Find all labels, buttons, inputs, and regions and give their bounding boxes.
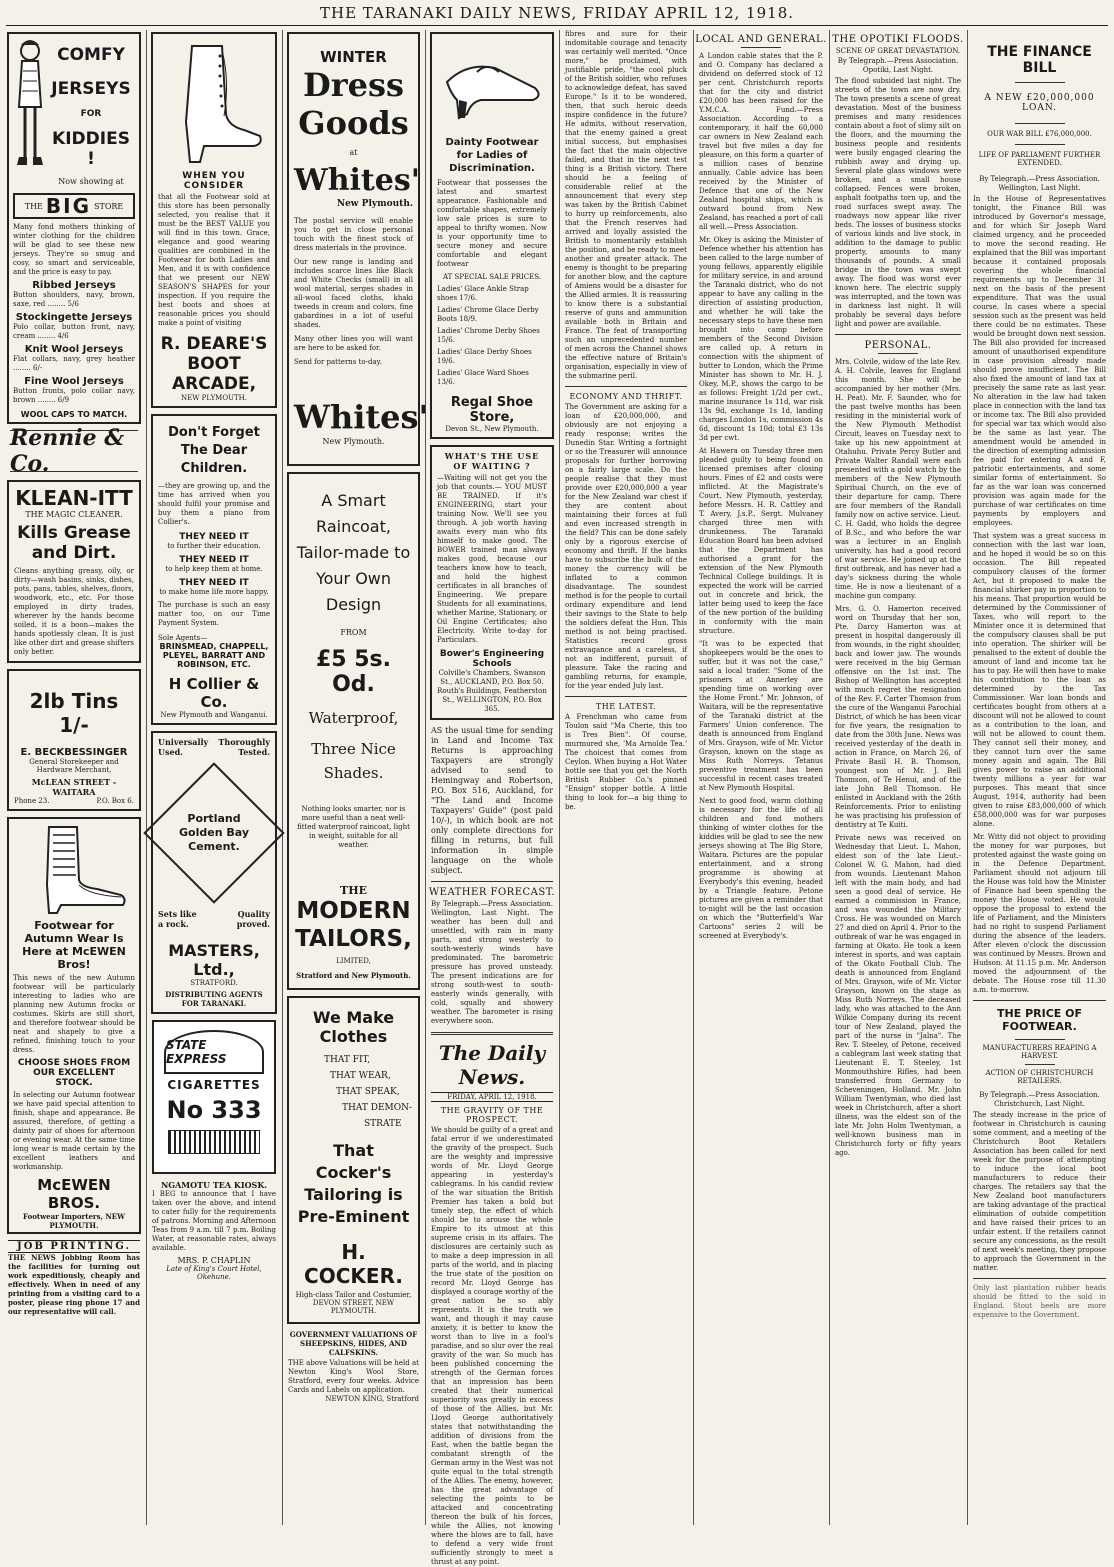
deare-ad	[151, 32, 277, 408]
rennie-logo: Rennie & Co.	[10, 425, 125, 477]
state-express-brand: STATE EXPRESS	[166, 1038, 227, 1066]
goods-heading: Goods	[298, 104, 409, 142]
footwear-sub-2: ACTION OF CHRISTCHURCH RETAILERS.	[985, 1069, 1094, 1085]
personal-body-1: Mrs. Colvile, widow of the late Rev. A. H. Colvile, leaves for England this month. She will be accompanied by her mother (Mrs. H. Peat). Mr. F. Saunder, who for the past twelve months has been residing in the ministerial work of the New Plymouth Methodist Circuit, leaves on Tuesday next to take up his new appointment at Otahuhu. Private Percy Butler and Private Walter Randall were each presented with a gold watch by the members of the New Plymouth Spiritual Church, on the eve of their departure for camp. There are four members of the Randall family now on active service. Lieut. C. H. Gadd, who holds the degree of B.Sc., and who before the war was a lecturer in an English university, has had a good record of war service. He joined up at the first outbreak, and has never had a day's sickness during the whole time. He is now a lieutenant of a machine gun company.	[835, 358, 961, 600]
local-body-4: "It was to be expected that shopkeepers would be the ones to suffer, but it was not the case," said a local trader. "Some of the prisoners at Annerley are spending time on working over the Home Front." Mr. Johnson, of Waitara, will be the representative of the Taranaki district at the Farmers' Union conference. The death is announced from England of Mrs. Grayson, wife of Mr. Victor Grayson, known on the stage as Miss Ruth Norreys. Tetanus preventive treatment has been successful in recent cases treated at New Plymouth Hospital.	[699, 640, 823, 792]
limited-text: LIMITED,	[336, 957, 371, 965]
column-rule	[146, 30, 147, 1525]
wyw-body: that all the Footwear sold at this store has been personally selected, you realise that it must be the BEST VALUE you will find in this town. Grace, elegance and good wearing qualities are combined in the Footwear for both Ladies and Men, and it is with confidence that we present our NEW SEASON'S SHAPES for your inspection. If you require the best boots and shoes at reasonable prices you should make a point of visiting	[158, 193, 270, 327]
column-8	[969, 30, 1110, 1525]
opotiki-dateline: By Telegraph.—Press Association. Opotiki, Last Night.	[837, 57, 959, 74]
wyw-title: WHEN YOU CONSIDER	[182, 171, 246, 191]
local-general-title: LOCAL AND GENERAL.	[695, 34, 827, 45]
sale-item: Ladies' Chrome Glace Derby Boots 18/9.	[437, 306, 539, 323]
kiosk-sub: Late of King's Court Hotel, Okehune.	[166, 1265, 262, 1281]
need-line: to help keep them at home.	[165, 565, 263, 573]
bower-ad	[430, 445, 554, 720]
mcewen-sub: Footwear Importers, NEW PLYMOUTH.	[22, 1212, 126, 1230]
column-rule	[967, 30, 968, 1525]
state-express-number: No 333	[166, 1096, 262, 1124]
war-bill: OUR WAR BILL £76,000,000.	[987, 130, 1092, 138]
kiosk-body: I BEG to announce that I have taken over the above, and intend to cater fully for the requirements of patrons. Morning and Afternoon Teas from 9 a.m. till 7 p.m. Boiling Water, at reasonable rates, always available.	[152, 1190, 276, 1252]
kiddies-heading: KIDDIES !	[52, 129, 130, 169]
ladies-boot-illustration	[164, 42, 264, 167]
kiosk-name: MRS. P. CHAPLIN	[177, 1256, 251, 1265]
gravity-body: We should be guilty of a great and fatal error if we underestimated the gravity of the prospect. Such are the weighty and impressive words of Mr. Lloyd George appearing in yesterday's cablegrams. In his candid review of the war situation the British Premier has taken a bold but timely step, the effect of which should be to arouse the whole Empire to its utmost at this supreme crisis in its affairs. The disclosures are certainly such as to make a deep impression in all parts of the world, and in placing the true state of the position on record Mr. Lloyd George has displayed a courage worthy of the great nation he so ably represents. It is the truth we want, and though it may cause anxiety, it is better to know the worst than to live in a fool's paradise, and so slur over the real gravity of the war. So much has been published concerning the strength of the German forces that an impression has been created that their numerical superiority was greatly in excess of those of the Allies, but Mr. Lloyd George authoritatively states that notwithstanding the addition of divisions from the East, when the battle began the combatant strength of the German army in the West was not quite equal to the total strength of the Allies. The enemy, however, has the great advantage of selecting the points to be attacked and concentrating thereon the bulk of his forces, while the Allies, not knowing where the blows are to fall, have to defend a very wide front sufficiently strongly to meet a thrust at any point.	[431, 1126, 553, 1566]
ladies-shoe-illustration	[437, 42, 547, 132]
kiosk-title: NGAMOTU TEA KIOSK.	[160, 1180, 268, 1190]
opotiki-sub: SCENE OF GREAT DEVASTATION.	[835, 47, 961, 55]
kiosk-ad	[152, 1180, 276, 1281]
tax-notice: AS the usual time for sending in Land and Income Tax Returns is approaching Taxpayers are strongly advised to send to Hemingway and Robertson, P.O. Box 516, Auckland, for "The Land and Income Taxpayers' Guide" (post paid 10/-), in which book are not only complete directions for filling in returns, but full information in simple language on the whole subject.	[431, 726, 553, 875]
need-heading: THEY NEED IT	[179, 555, 249, 565]
govt-title: GOVERNMENT VALUATIONS OF SHEEPSKINS, HIDES, AND CALFSKINS.	[289, 1330, 418, 1357]
jersey-item	[13, 280, 135, 309]
dainty-body: Footwear that possesses the latest and smartest appearance. Fashionable and comfortable shapes, extremely low sale prices is sure to appeal to thrifty women. Now is your opportunity time to secure money and secure comfortable and elegant footwear	[437, 179, 547, 268]
column-rule	[425, 30, 426, 1525]
big-store-ad	[7, 32, 141, 424]
column-rule	[829, 30, 830, 1525]
beck-box: P.O. Box 6.	[96, 797, 134, 805]
np-text-2: New Plymouth.	[322, 437, 385, 446]
state-express-ad	[152, 1020, 276, 1174]
footwear-title: THE PRICE OF FOOTWEAR.	[997, 1007, 1082, 1033]
tailors-text: TAILORS,	[295, 926, 412, 952]
govt-valuations	[288, 1330, 419, 1403]
sale-item: Ladies' Chrome Derby Shoes 15/6.	[437, 327, 540, 344]
wool-caps: WOOL CAPS TO MATCH.	[20, 410, 128, 419]
agents: BRINSMEAD, CHAPPELL, PLEYEL, BARRATT AND ROBINSON, ETC.	[159, 642, 269, 669]
jersey-item-desc: Button fronts, polo collar navy, brown ........ 6/9	[13, 387, 135, 404]
column-2	[148, 30, 280, 1525]
column-6	[695, 30, 827, 1525]
mcewen-ad	[7, 817, 141, 1234]
mcewen-title: Footwear for Autumn Wear Is Here at McEWEN Bros!	[22, 919, 126, 971]
column-1	[4, 30, 144, 1525]
big-store-logo	[13, 193, 135, 219]
children-body2: The purchase is such an easy matter too, on our Time Payment System.	[158, 601, 270, 627]
sale-item: Ladies' Glace Derby Shoes 19/6.	[437, 348, 532, 365]
sale-item: Ladies' Glace Ward Shoes 13/6.	[437, 369, 529, 386]
cocker-name: H. COCKER.	[304, 1240, 403, 1288]
finance-dateline: By Telegraph.—Press Association. Wellington, Last Night.	[979, 175, 1100, 192]
parliament-life: LIFE OF PARLIAMENT FURTHER EXTENDED.	[978, 151, 1101, 167]
wait-body: —Waiting will not get you the job that counts.— YOU MUST BE TRAINED. If it's ENGINEERING, start your training Now. We'll see you through. A job worth having awaits every man who fits himself to make good. The BOWER trained man always makes good, because our teachers know how to teach, and hold the highest certificates in all branches of Engineering. We prepare Students for all examinations, whether Marine, Stationary, or Oil Engine Certificates; also Electricity. Write to-day for Particulars.	[437, 474, 547, 644]
local-body-2: Mr. Okey is asking the Minister of Defence whether his attention has been called to the large number of young fellows, apparently eligible for military service, in and around the Taranaki district, who do not appear to have any calling in the direction of assisting production, and whether he will take the necessary steps to have these men brought into camp before members of the Second Division are called up. A return in connection with the shipment of butter to London, which the Prime Minister has shown to Mr. H. J. Okey, M.P., shows the cargo to be as follows: Freight 1/2d per cwt., marine insurance 1s 11d, war risk 13s 9d, exchange 1s 1d, landing charges London 1s, commission 4s 6d, discount 1s 10d; total £3 13s 3d per cwt.	[699, 236, 823, 442]
regal-shoe-ad	[430, 32, 554, 439]
collier-ad	[151, 414, 277, 725]
latest-title: THE LATEST.	[595, 702, 657, 711]
personal-body-2: Mrs. G. O. Hamerton received word on Thursday that her son, Pte. Darcy Hamerton was at present in hospital dangerously ill from wounds, in the right shoulder, back and lower jaw. The wounds were received in the big German offensive on the 1st inst. The Bishop of Wellington has accepted with much regret the resignation of the Rev. F. Carter Thomson from the cure of the Wanganui Parochial District, of which he has been vicar for five years, the resignation to date from the 30th June. News was received yesterday of the death in action in France, on March 26, of Private Basil H. B. Thomson, youngest son of Mr. J. Bell Thomson, of Te Henui, and of the late John Bell Thomson. He enlisted in Auckland with the 26th Reinforcements. Prior to enlisting he was practising his profession of dentistry at Te Kuiti.	[835, 605, 961, 829]
job-title: JOB PRINTING.	[8, 1240, 140, 1253]
jersey-item-name: Fine Wool Jerseys	[24, 376, 124, 387]
cocker-ad	[287, 996, 420, 1324]
winter-heading: WINTER	[320, 48, 387, 66]
bower-name: Bower's Engineering Schools	[439, 649, 545, 669]
mcewen-body2: In selecting our Autumn footwear we have paid special attention to finish, shape and appearance. Be assured, therefore, of getting a dainty pair of shoes for afternoon or evening wear. At the same time long wear is made certain by the excellent leathers and workmanship.	[13, 1091, 135, 1171]
cement-ad	[151, 731, 277, 1014]
column-5	[561, 30, 691, 1525]
whites-body3: Many other lines you will want are here to be asked for.	[294, 335, 413, 352]
bower-addr: Colville's Chambers, Swanson St., AUCKLAND, P.O. Box 50. Routh's Buildings, Featherston St., WELLINGTON, P.O. Box 365.	[437, 669, 547, 713]
children-title: Don't Forget The Dear Children.	[168, 425, 260, 476]
rennie-ad	[10, 425, 138, 477]
comfy-heading: COMFY	[57, 45, 125, 65]
collier-name: H Collier & Co.	[168, 675, 260, 711]
raincoat-body: Nothing looks smarter, nor is more useful than a neat well-fitted waterproof raincoat, light in weight, suitable for all weather.	[297, 805, 410, 849]
cement-left: a rock.	[158, 919, 189, 929]
finance-body-1: In the House of Representatives tonight, the Finance Bill was introduced by Governor's message, and for which Sir Joseph Ward claimed urgency, and he proceeded to move the second reading. He explained that the Bill was important because it contained proposals covering the whole financial requirements up to December 31 next on the basis of the present expenditure. That was the usual course. In cases where a special session such as the present was held there could be no estimates. These would be brought down next session. The Bill also provided for increased amount of unauthorised expenditure in case provision already made should prove insufficient. The Bill also fixed the amount of land tax at precisely the same rate as last year. No alteration in the law had taken place in connection with the land tax or income tax. The Bill also provided for special war tax which would also be the same as last year. The amendment would be amended in the direction of exempting admission fee paid for entering A and F, patriotic entertainments, and some similar forms of entertainment. So far as the war loan was concerned provision was again made for the purchase of war certificates on time payments by employers and employees.	[973, 195, 1106, 527]
store-the: THE	[24, 201, 43, 211]
opotiki-title: THE OPOTIKI FLOODS.	[832, 34, 964, 45]
clothes-line: THAT SPEAK,	[336, 1087, 400, 1097]
footwear-sub-1: MANUFACTURERS REAPING A HARVEST.	[982, 1044, 1097, 1060]
column-rule	[559, 30, 560, 1525]
daily-news-nameplate: The Daily News.	[438, 1041, 546, 1089]
np-text: New Plymouth.	[336, 199, 413, 209]
cement-left: Universally	[158, 737, 209, 747]
dainty-title: Dainty Footwear for Ladies of Discrimination.	[445, 137, 539, 174]
store-word: STORE	[94, 201, 124, 211]
personal-title: PERSONAL.	[864, 340, 932, 351]
beck-phone: Phone 23.	[14, 797, 50, 805]
need-heading: THEY NEED IT	[179, 578, 249, 588]
raincoat-line: Your Own Design	[315, 569, 392, 614]
kleanitt-sub: THE MAGIC CLEANER.	[25, 510, 123, 519]
tailors-towns: Stratford and New Plymouth.	[296, 971, 411, 980]
deare-town: NEW PLYMOUTH.	[181, 394, 247, 402]
govt-name: NEWTON KING, Stratford	[325, 1395, 419, 1403]
clothes-line: THAT DEMON-	[342, 1103, 413, 1113]
now-showing: Now showing at	[58, 177, 124, 186]
from-text: FROM	[340, 628, 367, 637]
whites-heading: Whites'	[294, 163, 420, 198]
store-big: BIG	[45, 194, 91, 218]
need-heading: THEY NEED IT	[179, 532, 249, 542]
wait-title: WHAT'S THE USE OF WAITING ?	[444, 451, 540, 471]
the-text: THE	[340, 884, 367, 897]
column-7	[831, 30, 965, 1525]
tins-price: 2lb Tins 1/-	[29, 689, 119, 737]
deare-arcade: ARCADE,	[171, 374, 257, 394]
for-heading: FOR	[80, 109, 102, 119]
cement-diamond	[143, 762, 284, 903]
raincoat-line: A Smart Raincoat,	[316, 491, 391, 536]
regal-addr: Devon St., New Plymouth.	[445, 425, 539, 433]
masters-sub: DISTRIBUTING AGENTS FOR TARANAKI.	[165, 990, 263, 1008]
whites-heading-2: Whites'	[294, 398, 429, 436]
weather-body: By Telegraph.—Press Association. Wellington, Last Night. The weather has been dull and unsettled, with rain in many parts, and strong westerly to south-westerly winds have predominated. The barometric pressure has proved unsteady. The present indications are for strong south-west to south-easterly winds generally, with cold, squally and showery weather. The barometer is rising everywhere soon.	[431, 900, 553, 1025]
job-printing-ad	[8, 1240, 140, 1316]
deare-boot: BOOT	[187, 354, 241, 374]
kleanitt-body: Cleans anything greasy, oily, or dirty—wash basins, sinks, dishes, pots, pans, tables, shelves, floors, woodwork, etc., etc. For those employed in dirty trades, wherever by the hands become soiled, it is a boon—makes the hands spotlessly clean. It is just like other dirt and grease shifters only better.	[14, 567, 134, 656]
jersey-item-name: Ribbed Jerseys	[32, 280, 116, 291]
gravity-title: THE GRAVITY OF THE PROSPECT.	[440, 1106, 544, 1124]
masthead: THE TARANAKI DAILY NEWS, FRIDAY APRIL 12, 1918.	[319, 4, 795, 22]
cocker-line: That Cocker's Tailoring is Pre-Eminent	[297, 1141, 410, 1226]
jersey-item-desc: Flat collars, navy, grey heather ........ 6/-	[13, 355, 135, 372]
local-body-5: Next to good food, warm clothing is necessary for the life of all children and fond mothers thinking of winter clothes for the kiddies will be glad to see the new jerseys showing at The Big Store, Waitara. Pictures are the popular entertainment, and a strong programme is showing at Everybody's this evening, headed by a Triangle feature. Petone pictures are given a reminder that to-night will be the last occasion on which the "Butterfield's War Cartoons" series 2 will be screened at Everybody's.	[699, 797, 823, 940]
cement-right: Tested.	[238, 747, 270, 757]
jersey-item	[13, 312, 135, 341]
jersey-item-desc: Polo collar, button front, navy, cream ........ 4/6	[13, 323, 135, 340]
beck-sub: General Storekeeper and Hardware Merchant,	[29, 758, 119, 774]
cement-right: proved.	[236, 919, 270, 929]
jersey-item-name: Stockingette Jerseys	[15, 312, 133, 323]
job-body: THE NEWS Jobbing Room has the facilities for turning out work expeditiously, cheaply and effectively. When in need of any printing from a visiting card to a poster, please ring phone 17 and our representative will call.	[8, 1253, 140, 1316]
kleanitt-title: KLEAN-ITT	[15, 486, 133, 510]
waterproof-text: Waterproof,	[308, 709, 399, 727]
cement-name: Portland Golden Bay Cement.	[179, 812, 249, 853]
cigarette-pack-icon	[168, 1130, 260, 1154]
kleanitt-kills: Kills Grease and Dirt.	[17, 523, 131, 563]
masters-name: MASTERS, Ltd.,	[168, 941, 260, 979]
cocker-sub: High-class Tailor and Costumier, DEVON STREET, NEW PLYMOUTH.	[295, 1291, 412, 1315]
gravity-continued: fibres and sure for their indomitable courage and tenacity was certainly well merited. "Once more," he proclaimed, with justifiable pride, "the cool pluck of the British soldier, who refuses to acknowledge defeat, has saved Europe." Is it to be wondered, then, that such heroic deeds inspire confidence in the future? He admits, without reservation, that the enemy gained a great initial success, but emphasises the fact that the main objective failed, and that in the next test thing is a British victory. There should be a feeling of considerable relief at the announcement that every step was taken by the British Cabinet to hurry up reinforcements, also that the French reserves had arrived and loyally assisted the British to momentarily establish the position, and be ready to meet another and greater attack. The enemy is thought to be preparing for another blow, and the capture of Amiens would be a disaster for the Allied armies. It is reassuring to know there is a substantial reserve of guns and ammunition available both in Britain and France. The feat of transporting such an unprecedented number of men across the Channel shows the effective nature of Britain's organisation, especially in view of the submarine peril.	[565, 30, 687, 380]
agents-title: Sole Agents—	[158, 634, 208, 642]
cement-left: Used.	[158, 747, 183, 757]
clothes-line: THAT FIT,	[324, 1055, 371, 1065]
whites-dress-goods-ad	[287, 32, 429, 466]
beck-addr: McLEAN STREET - WAITARA	[31, 777, 117, 797]
state-express-cigarettes: CIGARETTES	[167, 1078, 261, 1092]
jersey-item-name: Knit Wool Jerseys	[24, 344, 124, 355]
beckbessinger-ad	[7, 669, 141, 811]
jersey-item-desc: Button shoulders, navy, brown, saxe, red ........ 5/6	[13, 291, 135, 308]
finance-bill-title: THE FINANCE BILL	[987, 44, 1092, 76]
sale-item: Ladies' Glace Ankle Strap shoes 17/6.	[437, 285, 529, 302]
modern-text: MODERN	[296, 898, 411, 924]
weather-title: WEATHER FORECAST.	[428, 887, 556, 898]
finance-body-3: Mr. Witty did not object to providing the money for war purposes, but protested against the waste going on in the Defence Department. Parliament should not adjourn till the House was told how the Minister of Finance had been spending the money the House voted. He would oppose the proposal to extend the life of Parliament, and the Ministers had no right to suspend Parliament during the absence of the leaders. After eleven o'clock the discussion was continued by Messrs. Brown and Hudson. At 11.15 p.m. Mr. Anderson moved the adjournment of the debate. The House rose till 11.30 a.m. to-morrow.	[973, 833, 1106, 994]
three-text: Three Nice	[311, 740, 396, 758]
column-4	[427, 30, 557, 1566]
clothes-line: STRATE	[364, 1119, 402, 1129]
opotiki-body: The flood subsided last night. The streets of the town are now dry. The town presents a scene of great devastation. Most of the business premises and many residences contain about a foot of slimy silt on the floors, and the mourning the business people and residents were busily engaged clearing the rubbish away and drying up. Several plate glass windows were broken, and a small house collapsed. Fences were broken, asphalt footpaths torn up, and the road surfaces swept away. The roadways now appear like river beds. The losses of business stocks of various kinds and live stock, in addition to the damage to public property, amounts to many thousands of pounds. A small bridge in the town was swept away. The flood was worst ever known here. The electric supply was interrupted, and the town was in darkness last night. It will probably be several days before light and power are available.	[835, 77, 961, 328]
masthead-rule	[6, 25, 1108, 26]
govt-body: THE above Valuations will be held at Newton King's Wool Store, Stratford, every four weeks. Advice Cards and Labels on application.	[288, 1359, 419, 1394]
personal-body-3: Private news was received on Wednesday that Lieut. L. Mahon, eldest son of the late Lieut.-Colonel W. G. Mahon, had died from wounds. Lieutenant Mahon left with the main body, and had seen a good deal of service. He earned a commission in France, and was wounded the Military Cross. He was wounded on March 27 and died on April 4. Prior to the outbreak of war he was engaged in farming at Okato. He took a keen interest in sports, and was captain of the Okato Football Club. The death is announced from England of Mrs. Grayson, wife of Mr. Victor Grayson, known on the stage as Miss Ruth Norreys. The deceased lady, who was attached to the Ann Wilkie Company during its recent tour of New Zealand, played the part of the nurse in "Jalna". The Rev. T. Steeley, of Petone, received a cablegram last week stating that Lieutenant E. T. Steeley, 1st Monmouthshire Rifles, had been transferred from Germany to Scheveningen, Holland. Mr. John William Twentyman, who died last week in Christchurch, after a short illness, was the eldest son of the late Mr. John Holm Twentyman, a well-known business man in Christchurch forty or fifty years ago.	[835, 834, 961, 1157]
new-loan: A NEW £20,000,000 LOAN.	[984, 93, 1095, 113]
jerseys-heading: JERSEYS	[51, 79, 131, 99]
deare-name: R. DEARE'S	[160, 334, 268, 354]
jersey-intro: Many fond mothers thinking of winter clothing for the children will be glad to see these new jerseys. They're so smug and cosy, so smart and serviceable, and the price is easy to pay.	[13, 223, 135, 276]
clothes-line: THAT WEAR,	[330, 1071, 391, 1081]
whites-body2: Our new range is landing and includes scarce lines like Black and White Checks (small) in all wool material, serges shades in all-wool faced cloths, khaki tweeds in cream and colors, fine gabardines in a lot of useful shades.	[294, 258, 413, 329]
whites-body4: Send for patterns to-day.	[294, 358, 382, 366]
boot-illustration	[19, 825, 129, 915]
shades-text: Shades.	[323, 764, 384, 782]
footwear-body: The steady increase in the price of footwear in Christchurch is causing some comment, and a meeting of the Christchurch Boot Retailers Association has been called for next week for the purpose of attempting to induce the local boot manufacturers to reduce their charges. The retailers say that the New Zealand boot manufacturers are taking advantage of the practical elimination of outside competition and have raised their prices to an unfair extent. If the retailers cannot secure any concessions, as the result of next week's meeting, they propose to approach the Government in the matter.	[973, 1111, 1106, 1272]
dress-heading: Dress	[303, 66, 404, 104]
regal-name: Regal Shoe Store,	[450, 395, 534, 425]
masters-town: STRATFORD.	[190, 979, 238, 987]
local-body-3: At Hawera on Tuesday three men pleaded guilty to being found on licensed premises after closing hours. Fines of £2 and costs were inflicted. At the Magistrate's Court, New Plymouth, yesterday, before Messrs. H. R. Cattley and T. Avery, J.s.P., Sergt. Mulvaney charged three men with drunkenness. The Taranaki Education Board has been advised that the Department has authorised a grant for the extension of the New Plymouth Technical College buildings. It is expected the work will be carried out in concrete and brick, the latter being used to keep the face of the new portion of the building in conformity with the main structure.	[699, 447, 823, 635]
whites-body1: The postal service will enable you to get in close personal touch with the finest stock of dress materials in the province.	[294, 217, 413, 252]
dn-date: FRIDAY, APRIL 12, 1918.	[431, 1092, 553, 1102]
mcewen-body: This news of the new Autumn footwear will be particularly interesting to ladies who are planning new Autumn frocks or costumes. Skirts are still short, and therefore footwear should be neat and shapely to give a refined, finishing touch to your dress.	[13, 974, 135, 1054]
raincoat-ad	[287, 472, 420, 990]
finance-body-2: That system was a great success in connection with the last war loan, and he hoped it would be so on this occasion. The Bill repeated compulsory clauses of the former Act, but it proposed to make the financial shirker pay in proportion to his means. That proportion would be determined by the Commissioner of Taxes, who will report to the Minister once it is determined that the compulsory clauses shall be put into operation. The shirker will be penalised to the extent of double the amount of land and income tax he has to pay. He will then have to make his contribution to the loan as determined by the Tax Commissioner. War loan bonds and certificates bought from others at a discount will not be allowed to count as a contribution to the loan, and will not be allowed to count them. They cannot sell their money, and they cannot turn over the same money again and again. The Bill gives power to raise an additional twenty millions a year for war purposes. This meant that since August, 1914, authority had been given to raise £83,000,000 of which £58,000,000 was for war purposes alone.	[973, 532, 1106, 828]
cement-right: Thoroughly	[218, 737, 270, 747]
raincoat-price: £5 5s. Od.	[315, 647, 392, 697]
local-body-1: A London cable states that the P. and O. Company has declared a dividend on deferred stock of 12 per cent. Christchurch reports that for the city and district £20,000 has been raised for the Y.M.C.A. Fund.—Press Association. According to a contemporary, it half the 60,000 car owners in New Zealand each travel but five miles a day for pleasure, on this form a quarter of a million cases of benzine annually. Cable advice has been received by the Minister of Defence that one of the New Zealand hospital ships, which is outward bound from New Zealand, has reached a port of call all well.—Press Association.	[699, 52, 823, 231]
child-illustration	[13, 37, 47, 187]
economy-body: The Government are asking for a loan of £20,000,000, and obviously are not enjoying a ready response; writes the Dunedin Star. Writing a fortnight or so the Treasurer will announce proposals for further borrowing on a fairly large scale. Do the people realise that they must provide over £20,000,000 a year for the New Zealand war chest if they are content about maintaining their forces at full and even increased strength in the field? This can be done safely only by a rigorous exercise of economy and thrift. If the banks have to subscribe the bulk of the money the currency will be inflated to a common disadvantage. The soundest method is for the people to curtail ordinary expenditure and lend their savings to the State to help the soldiers defeat the Hun. This method is not being practised. Statistics record gross extravagance and a careless, if not an indifferent, pursuit of pleasure. Take the racing and gambling returns, for example, for the year ended July last.	[565, 403, 687, 690]
need-line: to further their education.	[167, 542, 261, 550]
children-body: —they are growing up, and the time has arrived when you should fulfil your promise and buy them a piano from Collier's.	[158, 482, 270, 526]
footwear-bottom: Only last plantation rubber heads should be fitted to the sold in England. Stout heels are more expensive to the Government.	[973, 1284, 1106, 1319]
column-rule	[693, 30, 694, 1525]
sale-head: AT SPECIAL SALE PRICES.	[442, 273, 542, 281]
cement-left: Sets like	[158, 909, 197, 919]
column-rule	[282, 30, 283, 1525]
collier-town: New Plymouth and Wanganui.	[160, 711, 268, 719]
beck-name: E. BECKBESSINGER	[20, 747, 128, 758]
latest-body: A Frenchman who came from Toulon said "Ma Cherie, this too is Tres Bien". Of course, murmured she, 'Ma Arnolde Tea.' The choicest that comes from Ceylon. When buying a Hot Water bottle see that you get the North British Rubber Co.'s pinned "Ensign" stopper bottle. A little thing to look for—a big thing to be.	[565, 713, 687, 811]
kleanitt-ad	[7, 480, 141, 663]
clothes-heading: We Make Clothes	[312, 1008, 395, 1046]
mcewen-name: McEWEN BROS.	[37, 1176, 111, 1212]
mcewen-choose: CHOOSE SHOES FROM OUR EXCELLENT STOCK.	[17, 1058, 131, 1088]
jersey-item	[13, 376, 135, 405]
at-text: at	[349, 148, 358, 157]
need-line: to make home life more happy.	[159, 588, 269, 596]
jersey-item	[13, 344, 135, 373]
cement-right: Quality	[237, 909, 270, 919]
raincoat-line: Tailor-made to	[296, 543, 411, 562]
economy-title: ECONOMY AND THRIFT.	[569, 392, 683, 401]
footwear-dateline: By Telegraph.—Press Association. Christchurch, Last Night.	[979, 1091, 1100, 1108]
column-3	[284, 30, 429, 1525]
